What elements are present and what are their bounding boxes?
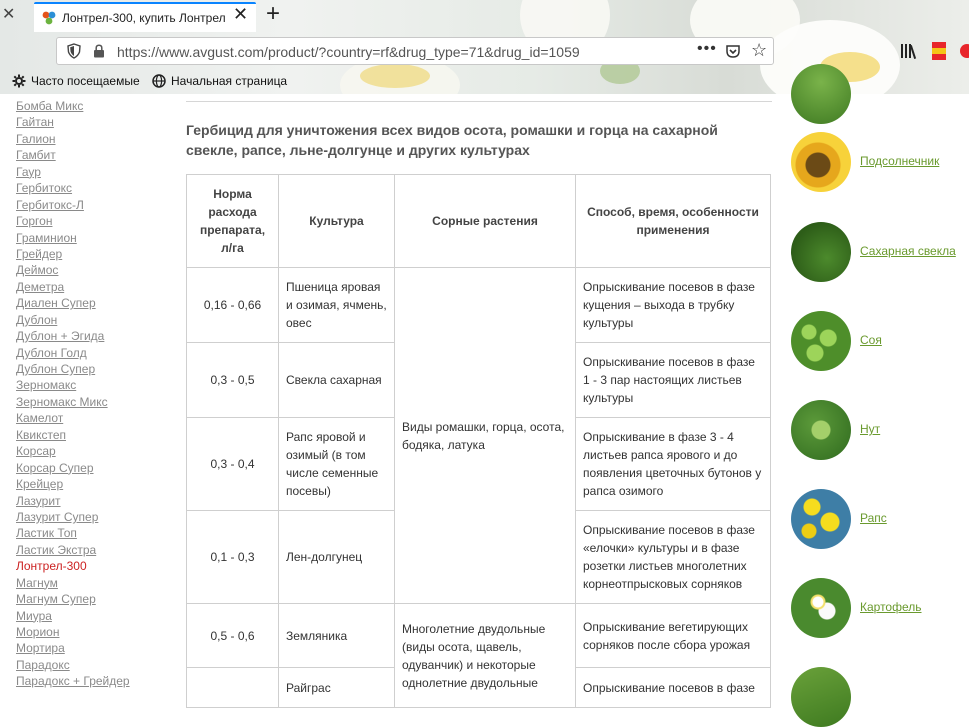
sidebar-product-link[interactable]: Корсар Супер <box>16 460 94 475</box>
extension-flag-icon[interactable] <box>932 42 946 60</box>
divider <box>186 101 772 102</box>
crop-link[interactable]: Нут <box>860 422 881 436</box>
rate-cell: 0,16 - 0,66 <box>187 268 279 343</box>
new-tab-icon[interactable]: + <box>265 0 280 27</box>
extension-icon[interactable] <box>958 42 969 60</box>
sidebar-product-link[interactable]: Горгон <box>16 214 53 229</box>
crop-link[interactable]: Рапс <box>860 511 887 525</box>
crop-link[interactable]: Соя <box>860 333 882 347</box>
table-row <box>187 268 771 343</box>
sidebar-product-link[interactable]: Ластик Экстра <box>16 542 97 557</box>
crop-item-potato[interactable] <box>791 578 969 638</box>
tab-active[interactable] <box>34 2 256 32</box>
method-cell: Опрыскивание в фазе 3 - 4 листьев рапса ярового и до появления цветочных бутонов у рапса озимого <box>576 418 771 511</box>
tracking-shield-icon[interactable] <box>67 43 81 59</box>
product-list <box>16 98 166 690</box>
rate-cell: 0,1 - 0,3 <box>187 511 279 604</box>
sidebar-product-link[interactable]: Магнум <box>16 575 58 590</box>
sidebar-product-link[interactable]: Лонтрел-300 <box>16 559 87 574</box>
sidebar-product-link[interactable]: Гайтан <box>16 115 54 130</box>
crop-image <box>791 667 851 727</box>
sidebar-product-link[interactable]: Дублон Голд <box>16 345 87 360</box>
table-row <box>187 604 771 668</box>
sidebar-product-link[interactable]: Диален Супер <box>16 296 96 311</box>
sidebar-product-link[interactable]: Ластик Топ <box>16 526 77 541</box>
sidebar-product-link[interactable]: Грейдер <box>16 246 63 261</box>
sidebar-product-link[interactable]: Мортира <box>16 641 65 656</box>
pocket-icon[interactable] <box>725 43 741 59</box>
crop-item-sugar-beet[interactable] <box>791 222 969 282</box>
url-text[interactable]: https://www.avgust.com/product/?country=rf&drug_type=71&drug_id=1059 <box>117 44 580 60</box>
sidebar-product-link[interactable]: Лазурит <box>16 493 61 508</box>
rapeseed-image <box>791 489 851 549</box>
crop-cell: Земляника <box>279 604 395 668</box>
column-header: Сорные растения <box>395 175 576 268</box>
sidebar-product-link[interactable]: Зерномакс Микс <box>16 394 108 409</box>
rate-cell <box>187 668 279 708</box>
crop-item-sunflower[interactable] <box>791 132 969 192</box>
rate-cell: 0,5 - 0,6 <box>187 604 279 668</box>
sidebar-product-link[interactable]: Магнум Супер <box>16 592 96 607</box>
column-header: Способ, время, особенности применения <box>576 175 771 268</box>
sidebar-product-link[interactable]: Гербитокс-Л <box>16 197 84 212</box>
sidebar-product-link[interactable]: Гербитокс <box>16 181 73 196</box>
crop-item-soy[interactable] <box>791 311 969 371</box>
rate-cell: 0,3 - 0,5 <box>187 343 279 418</box>
lock-icon[interactable] <box>93 44 105 58</box>
sidebar-product-link[interactable]: Дублон + Эгида <box>16 329 105 344</box>
sidebar-product-link[interactable]: Дублон <box>16 312 58 327</box>
crop-item-chickpea[interactable] <box>791 400 969 460</box>
globe-icon <box>152 74 166 88</box>
crop-link[interactable]: Картофель <box>860 600 922 614</box>
product-heading: Гербицид для уничтожения всех видов осота, ромашки и горца на сахарной свекле, рапсе, льне-долгунце и других культурах <box>186 122 718 158</box>
method-cell: Опрыскивание посевов в фазе кущения – выхода в трубку культуры <box>576 268 771 343</box>
sidebar-product-link[interactable]: Квикстеп <box>16 427 66 442</box>
crop-link[interactable]: Сахарная свекла <box>860 244 956 258</box>
tab-title: Лонтрел-300, купить Лонтрел <box>62 11 226 25</box>
bookmark-most-visited[interactable] <box>12 74 140 88</box>
crop-image <box>791 64 851 124</box>
sidebar-product-link[interactable]: Камелот <box>16 411 64 426</box>
site-favicon-icon <box>41 10 57 26</box>
method-cell: Опрыскивание посевов в фазе 1 - 3 пар настоящих листьев культуры <box>576 343 771 418</box>
sidebar-product-link[interactable]: Зерномакс <box>16 378 77 393</box>
product-sidebar <box>16 98 166 690</box>
crop-cell: Райграс <box>279 668 395 708</box>
sidebar-product-link[interactable]: Миура <box>16 608 52 623</box>
tab-list-icon[interactable]: ✕ <box>2 6 16 23</box>
sidebar-product-link[interactable]: Парадокс <box>16 657 70 672</box>
sidebar-product-link[interactable]: Граминион <box>16 230 77 245</box>
sunflower-image <box>791 132 851 192</box>
sidebar-product-link[interactable]: Деметра <box>16 279 65 294</box>
sidebar-product-link[interactable]: Бомба Микс <box>16 99 84 113</box>
url-bar[interactable] <box>56 37 774 65</box>
sidebar-product-link[interactable]: Деймос <box>16 263 59 278</box>
table-header-row <box>187 175 771 268</box>
bookmark-label: Начальная страница <box>171 74 288 88</box>
crop-item-partial[interactable] <box>791 64 969 124</box>
crop-item-partial[interactable] <box>791 667 969 727</box>
method-cell: Опрыскивание посевов в фазе <box>576 668 771 708</box>
weeds-cell: Многолетние двудольные (виды осота, щавель, одуванчик) и некоторые однолетние двудольные <box>395 604 576 708</box>
crop-cell: Рапс яровой и озимый (в том числе семенные посевы) <box>279 418 395 511</box>
tab-close-icon[interactable]: ✕ <box>233 4 249 24</box>
sidebar-product-link[interactable]: Корсар <box>16 444 56 459</box>
bookmark-star-icon[interactable]: ☆ <box>751 40 768 60</box>
crop-cell: Лен-долгунец <box>279 511 395 604</box>
column-header: Норма расхода препарата, л/га <box>187 175 279 268</box>
crop-cell: Свекла сахарная <box>279 343 395 418</box>
sidebar-product-link[interactable]: Морион <box>16 625 60 639</box>
sidebar-product-link[interactable]: Галион <box>16 131 56 146</box>
sidebar-product-link[interactable]: Лазурит Супер <box>16 509 99 524</box>
sugar-beet-image <box>791 222 851 282</box>
page-actions-icon[interactable]: ••• <box>697 40 717 57</box>
potato-image <box>791 578 851 638</box>
rate-cell: 0,3 - 0,4 <box>187 418 279 511</box>
crop-link[interactable]: Подсолнечник <box>860 154 940 168</box>
crop-item-rapeseed[interactable] <box>791 489 969 549</box>
gear-icon <box>12 74 26 88</box>
crop-cell: Пшеница яровая и озимая, ячмень, овес <box>279 268 395 343</box>
library-icon[interactable] <box>900 42 918 60</box>
weeds-cell: Виды ромашки, горца, осота, бодяка, латука <box>395 268 576 604</box>
sidebar-product-link[interactable]: Дублон Супер <box>16 362 96 376</box>
soy-image <box>791 311 851 371</box>
application-table <box>186 174 771 708</box>
method-cell: Опрыскивание вегетирующих сорняков после сбора урожая <box>576 604 771 668</box>
bookmark-label: Часто посещаемые <box>31 74 140 88</box>
method-cell: Опрыскивание посевов в фазе «елочки» культуры и в фазе розетки листьев многолетних корнеотпрысковых сорняков <box>576 511 771 604</box>
sidebar-product-link[interactable]: Гаур <box>16 164 41 179</box>
sidebar-product-link[interactable]: Гамбит <box>16 148 56 163</box>
bookmark-start-page[interactable] <box>152 74 287 88</box>
sidebar-product-link[interactable]: Крейцер <box>16 477 64 492</box>
chickpea-image <box>791 400 851 460</box>
sidebar-product-link[interactable]: Парадокс + Грейдер <box>16 674 130 689</box>
column-header: Культура <box>279 175 395 268</box>
